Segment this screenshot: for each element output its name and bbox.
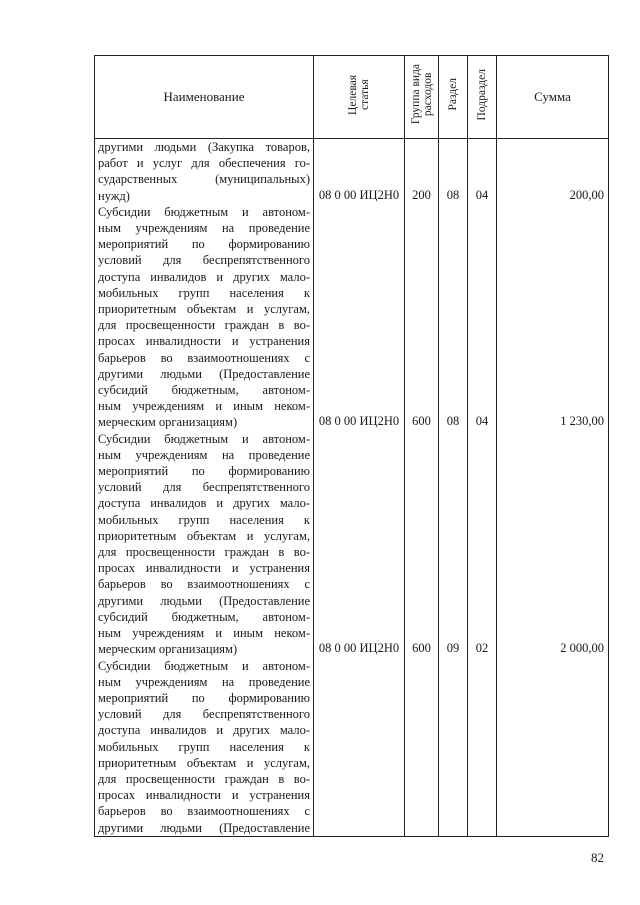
row-subsection: 04: [468, 204, 497, 431]
description-line: для просвещенности граждан в во-: [98, 318, 310, 333]
description-line: мерческим организациям): [98, 415, 238, 430]
description-line: барьеров во взаимоотношениях с: [98, 577, 310, 592]
header-subsection: [468, 56, 497, 139]
description-line: условий для беспрепятственного: [98, 707, 310, 722]
header-section: [439, 56, 468, 139]
row-subsection: [468, 658, 497, 837]
description-line: приоритетным объектам и услугам,: [98, 755, 310, 770]
header-sum: Сумма: [497, 56, 609, 139]
row-sum: 1 230,00: [497, 204, 609, 431]
header-group-label: Группа вида расходов: [409, 64, 434, 125]
row-target-code: 08 0 00 ИЦ2Н0: [314, 204, 405, 431]
table-header-row: [95, 56, 609, 139]
description-line: мобильных групп населения к: [98, 512, 310, 527]
description-line: условий для беспрепятственного: [98, 480, 310, 495]
row-group: 600: [405, 204, 439, 431]
description-line: другими людьми (Предоставление: [98, 366, 310, 381]
description-line: сударственных (муниципальных): [98, 172, 310, 187]
description-line: приоритетным объектам и услугам,: [98, 302, 310, 317]
description-line: другими людьми (Закупка товаров,: [98, 140, 310, 154]
header-subsection-label: Подраздел: [476, 68, 488, 121]
description-line: Субсидии бюджетным и автоном-: [98, 431, 310, 446]
header-group: [405, 56, 439, 139]
description-line: просах инвалидности и устранения: [98, 561, 310, 576]
row-group: [405, 658, 439, 837]
row-section: [439, 658, 468, 837]
description-line: просах инвалидности и устранения: [98, 334, 310, 349]
description-line: просах инвалидности и устранения: [98, 788, 310, 803]
row-target-code: 08 0 00 ИЦ2Н0: [314, 139, 405, 204]
description-line: нужд): [98, 188, 130, 203]
description-line: условий для беспрепятственного: [98, 253, 310, 268]
row-description: [95, 139, 314, 204]
description-line: другими людьми (Предоставление: [98, 593, 310, 608]
description-line: субсидий бюджетным, автоном-: [98, 609, 310, 624]
row-target-code: [314, 658, 405, 837]
header-target: [314, 56, 405, 139]
description-line: приоритетным объектам и услугам,: [98, 528, 310, 543]
description-line: ным учреждениям на проведение: [98, 447, 310, 462]
description-line: доступа инвалидов и других мало-: [98, 269, 310, 284]
description-line: мобильных групп населения к: [98, 285, 310, 300]
description-line: для просвещенности граждан в во-: [98, 771, 310, 786]
row-sum: 2 000,00: [497, 431, 609, 658]
description-line: барьеров во взаимоотношениях с: [98, 350, 310, 365]
page-number: 82: [591, 850, 604, 865]
row-section: 08: [439, 139, 468, 204]
row-group: 600: [405, 431, 439, 658]
table-row: [95, 204, 609, 431]
row-sum: 200,00: [497, 139, 609, 204]
row-target-code: 08 0 00 ИЦ2Н0: [314, 431, 405, 658]
description-line: мероприятий по формированию: [98, 464, 310, 479]
description-line: доступа инвалидов и других мало-: [98, 496, 310, 511]
table-body: [95, 139, 609, 837]
description-line: барьеров во взаимоотношениях с: [98, 804, 310, 819]
row-section: 08: [439, 204, 468, 431]
header-target-label: Целевая статья: [347, 74, 371, 115]
description-line: ным учреждениям на проведение: [98, 674, 310, 689]
description-line: субсидий бюджетным, автоном-: [98, 383, 310, 398]
description-line: мероприятий по формированию: [98, 237, 310, 252]
header-section-label: Раздел: [447, 78, 459, 111]
table-row: [95, 431, 609, 658]
row-subsection: 04: [468, 139, 497, 204]
description-line: работ и услуг для обеспечения го-: [98, 156, 310, 171]
row-sum: [497, 658, 609, 837]
description-line: мероприятий по формированию: [98, 690, 310, 705]
row-description: [95, 658, 314, 837]
description-line: Субсидии бюджетным и автоном-: [98, 658, 310, 673]
description-line: другими людьми (Предоставление: [98, 820, 310, 835]
description-line: мерческим организациям): [98, 642, 238, 657]
row-description: [95, 204, 314, 431]
description-line: для просвещенности граждан в во-: [98, 545, 310, 560]
table-row: [95, 658, 609, 837]
row-description: [95, 431, 314, 658]
description-line: ным учреждениям и иным неком-: [98, 626, 310, 641]
budget-table: [94, 55, 609, 837]
description-line: ным учреждениям на проведение: [98, 221, 310, 236]
description-line: доступа инвалидов и других мало-: [98, 723, 310, 738]
description-line: Субсидии бюджетным и автоном-: [98, 204, 310, 219]
row-subsection: 02: [468, 431, 497, 658]
header-name: Наименование: [95, 56, 314, 139]
row-group: 200: [405, 139, 439, 204]
table-row: [95, 139, 609, 204]
row-section: 09: [439, 431, 468, 658]
description-line: ным учреждениям и иным неком-: [98, 399, 310, 414]
description-line: мобильных групп населения к: [98, 739, 310, 754]
